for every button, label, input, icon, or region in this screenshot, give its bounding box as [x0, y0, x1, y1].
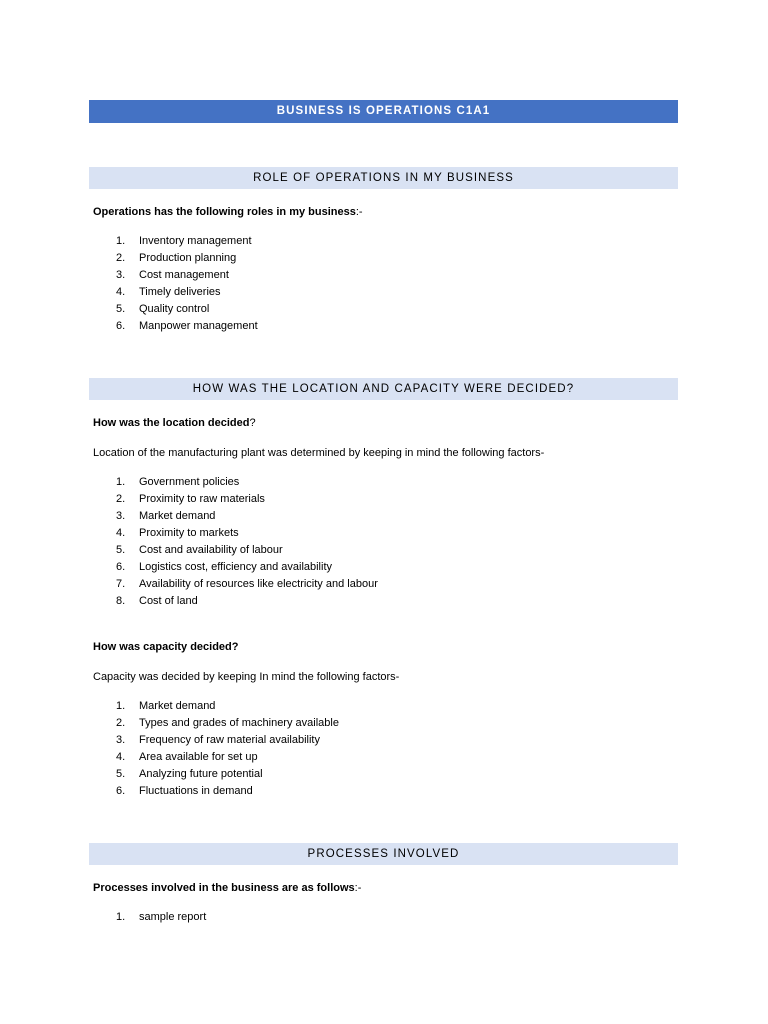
list-item-text: Availability of resources like electricity and labour	[139, 578, 378, 590]
list-item	[89, 491, 678, 508]
list-number: 5.	[116, 544, 126, 556]
list-item-text: Cost of land	[139, 595, 198, 607]
list-item-text: Proximity to markets	[139, 527, 239, 539]
list-item	[89, 318, 678, 335]
intro-tail-text: :-	[354, 882, 362, 894]
list-item-text: Manpower management	[139, 320, 258, 332]
list-item	[89, 766, 678, 783]
list-item-text: Proximity to raw materials	[139, 493, 265, 505]
section-heading-processes: PROCESSES INVOLVED	[89, 843, 678, 865]
list-item	[89, 525, 678, 542]
document-page	[89, 100, 678, 926]
document-title: BUSINESS IS OPERATIONS C1A1	[89, 100, 678, 123]
list-item-text: Cost management	[139, 269, 229, 281]
list-item-text: Quality control	[139, 303, 210, 315]
intro-bold-text: Operations has the following roles in my business	[93, 206, 356, 218]
list-item	[89, 576, 678, 593]
list-item-text: Inventory management	[139, 235, 252, 247]
list-item	[89, 559, 678, 576]
list-item-text: Timely deliveries	[139, 286, 221, 298]
list-number: 5.	[116, 768, 126, 780]
list-number: 4.	[116, 751, 126, 763]
list-item	[89, 474, 678, 491]
processes-list	[89, 909, 678, 926]
list-item-text: Market demand	[139, 510, 216, 522]
location-description: Location of the manufacturing plant was determined by keeping in mind the following factors-	[93, 447, 545, 459]
list-number: 2.	[116, 717, 126, 729]
list-number: 3.	[116, 734, 126, 746]
list-item-text: Frequency of raw material availability	[139, 734, 320, 746]
list-number: 3.	[116, 269, 126, 281]
list-item	[89, 698, 678, 715]
list-item	[89, 508, 678, 525]
list-item-text: Logistics cost, efficiency and availability	[139, 561, 333, 573]
location-factors-list	[89, 474, 678, 610]
list-number: 2.	[116, 252, 126, 264]
list-item	[89, 783, 678, 800]
list-item	[89, 233, 678, 250]
processes-intro	[89, 881, 678, 895]
list-number: 1.	[116, 700, 126, 712]
list-number: 7.	[116, 578, 126, 590]
list-item	[89, 909, 678, 926]
list-number: 4.	[116, 286, 126, 298]
intro-tail-text: :-	[355, 206, 363, 218]
capacity-factors-list	[89, 698, 678, 800]
list-item	[89, 542, 678, 559]
list-item-text: Area available for set up	[139, 751, 258, 763]
list-number: 6.	[116, 561, 126, 573]
list-item-text: Market demand	[139, 700, 216, 712]
list-item	[89, 593, 678, 610]
roles-list	[89, 233, 678, 335]
list-number: 1.	[116, 476, 126, 488]
list-item-text: Types and grades of machinery available	[139, 717, 339, 729]
location-question-bold: How was the location decided	[93, 417, 250, 429]
capacity-description: Capacity was decided by keeping In mind the following factors-	[93, 671, 400, 683]
list-number: 6.	[116, 785, 126, 797]
section-heading-role: ROLE OF OPERATIONS IN MY BUSINESS	[89, 167, 678, 189]
list-item	[89, 267, 678, 284]
list-item-text: Fluctuations in demand	[139, 785, 253, 797]
list-item-text: Analyzing future potential	[139, 768, 263, 780]
location-question-tail: ?	[249, 417, 256, 429]
list-item	[89, 301, 678, 318]
list-item-text: sample report	[139, 911, 207, 923]
list-number: 8.	[116, 595, 126, 607]
list-number: 3.	[116, 510, 126, 522]
list-number: 2.	[116, 493, 126, 505]
section-intro	[89, 205, 678, 219]
list-number: 6.	[116, 320, 126, 332]
list-item	[89, 284, 678, 301]
list-number: 1.	[116, 235, 126, 247]
list-number: 5.	[116, 303, 126, 315]
list-item-text: Government policies	[139, 476, 240, 488]
list-item	[89, 732, 678, 749]
location-question	[89, 416, 678, 430]
list-item-text: Cost and availability of labour	[139, 544, 283, 556]
list-item	[89, 749, 678, 766]
list-item-text: Production planning	[139, 252, 237, 264]
section-heading-location-capacity: HOW WAS THE LOCATION AND CAPACITY WERE DECIDED?	[89, 378, 678, 400]
intro-bold-text: Processes involved in the business are as follows	[93, 882, 355, 894]
list-item	[89, 715, 678, 732]
list-number: 1.	[116, 911, 126, 923]
list-number: 4.	[116, 527, 126, 539]
list-item	[89, 250, 678, 267]
capacity-question: How was capacity decided?	[93, 641, 239, 653]
